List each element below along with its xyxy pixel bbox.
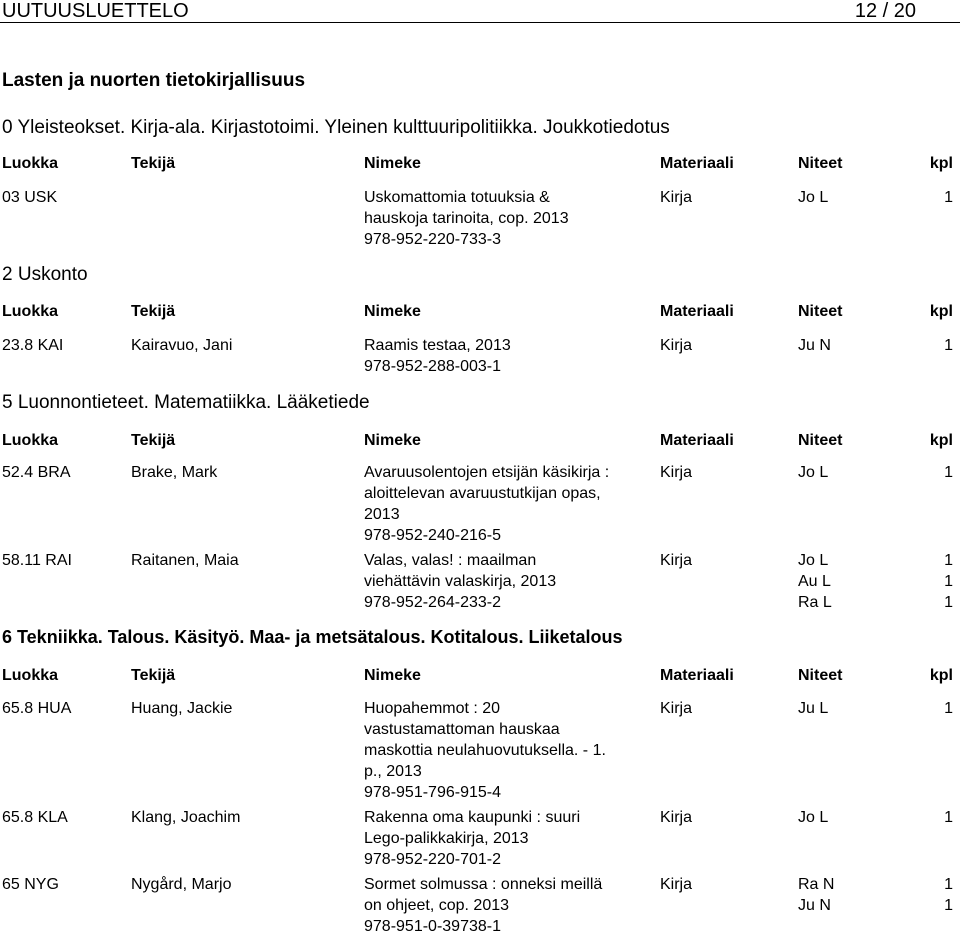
title-line: on ohjeet, cop. 2013 bbox=[364, 897, 510, 914]
title-line: Rakenna oma kaupunki : suuri bbox=[364, 809, 581, 826]
main-title: Lasten ja nuorten tietokirjallisuus bbox=[2, 70, 306, 91]
cell-tekija: Huang, Jackie bbox=[131, 700, 233, 717]
title-line: hauskoja tarinoita, cop. 2013 bbox=[364, 210, 569, 227]
kpl-line: 1 bbox=[944, 552, 953, 569]
col-header-nimeke: Nimeke bbox=[364, 155, 421, 172]
niteet-line: Jo L bbox=[798, 809, 829, 826]
kpl-line: 1 bbox=[944, 594, 953, 611]
niteet-line: Jo L bbox=[798, 464, 829, 481]
cell-niteet bbox=[798, 335, 831, 356]
col-header-luokka: Luokka bbox=[2, 432, 59, 449]
section-heading: 6 Tekniikka. Talous. Käsityö. Maa- ja metsätalous. Kotitalous. Liiketalous bbox=[2, 627, 623, 647]
title-line: Raamis testaa, 2013 bbox=[364, 337, 511, 354]
title-line: Uskomattomia totuuksia & bbox=[364, 189, 550, 206]
col-header-tekija: Tekijä bbox=[131, 155, 176, 172]
cell-luokka: 03 USK bbox=[2, 189, 58, 206]
title-line: Sormet solmussa : onneksi meillä bbox=[364, 876, 603, 893]
niteet-line: Ju L bbox=[798, 700, 829, 717]
page-header bbox=[0, 0, 960, 22]
cell-materiaali: Kirja bbox=[660, 464, 693, 481]
title-line: Lego-palikkakirja, 2013 bbox=[364, 830, 529, 847]
cell-kpl bbox=[944, 462, 953, 483]
col-header-tekija: Tekijä bbox=[131, 303, 176, 320]
document-title: UUTUUSLUETTELO bbox=[2, 0, 189, 22]
cell-nimeke bbox=[364, 874, 602, 937]
cell-luokka: 23.8 KAI bbox=[2, 337, 64, 354]
col-header-kpl: kpl bbox=[929, 667, 953, 684]
section-heading: 2 Uskonto bbox=[2, 264, 88, 285]
cell-nimeke bbox=[364, 335, 511, 377]
cell-luokka: 65.8 HUA bbox=[2, 700, 72, 717]
niteet-line: Ra N bbox=[798, 876, 835, 893]
kpl-line: 1 bbox=[944, 897, 953, 914]
kpl-line: 1 bbox=[944, 876, 953, 893]
cell-materiaali: Kirja bbox=[660, 337, 693, 354]
title-line: viehättävin valaskirja, 2013 bbox=[364, 573, 557, 590]
col-header-materiaali: Materiaali bbox=[660, 155, 734, 172]
cell-nimeke bbox=[364, 550, 556, 613]
cell-niteet bbox=[798, 462, 828, 483]
isbn-line: 978-952-220-701-2 bbox=[364, 851, 501, 868]
cell-luokka: 58.11 RAI bbox=[2, 552, 72, 569]
cell-tekija: Nygård, Marjo bbox=[131, 876, 232, 893]
cell-kpl bbox=[944, 550, 953, 613]
cell-nimeke bbox=[364, 698, 606, 803]
col-header-tekija: Tekijä bbox=[131, 432, 176, 449]
col-header-kpl: kpl bbox=[929, 155, 953, 172]
section-heading: 0 Yleisteokset. Kirja-ala. Kirjastotoimi. Yleinen kulttuuripolitiikka. Joukkotiedotus bbox=[2, 117, 670, 138]
col-header-luokka: Luokka bbox=[2, 303, 59, 320]
kpl-line: 1 bbox=[944, 700, 953, 717]
col-header-materiaali: Materiaali bbox=[660, 432, 734, 449]
isbn-line: 978-952-220-733-3 bbox=[364, 231, 501, 248]
isbn-line: 978-951-0-39738-1 bbox=[364, 918, 501, 935]
cell-materiaali: Kirja bbox=[660, 700, 693, 717]
col-header-nimeke: Nimeke bbox=[364, 303, 421, 320]
cell-tekija: Raitanen, Maia bbox=[131, 552, 239, 569]
title-line: Valas, valas! : maailman bbox=[364, 552, 537, 569]
isbn-line: 978-951-796-915-4 bbox=[364, 784, 501, 801]
col-header-nimeke: Nimeke bbox=[364, 667, 421, 684]
cell-tekija: Brake, Mark bbox=[131, 464, 218, 481]
kpl-line: 1 bbox=[944, 189, 953, 206]
isbn-line: 978-952-288-003-1 bbox=[364, 358, 501, 375]
cell-kpl bbox=[944, 335, 953, 356]
col-header-tekija: Tekijä bbox=[131, 667, 176, 684]
cell-materiaali: Kirja bbox=[660, 189, 693, 206]
title-line: maskottia neulahuovutuksella. - 1. bbox=[364, 742, 606, 759]
niteet-line: Au L bbox=[798, 573, 831, 590]
cell-niteet bbox=[798, 187, 828, 208]
col-header-niteet: Niteet bbox=[798, 155, 843, 172]
col-header-niteet: Niteet bbox=[798, 303, 843, 320]
cell-kpl bbox=[944, 874, 953, 916]
cell-luokka: 65.8 KLA bbox=[2, 809, 68, 826]
col-header-kpl: kpl bbox=[929, 303, 953, 320]
section-heading: 5 Luonnontieteet. Matematiikka. Lääketiede bbox=[2, 392, 370, 413]
cell-luokka: 65 NYG bbox=[2, 876, 59, 893]
cell-tekija: Klang, Joachim bbox=[131, 809, 241, 826]
col-header-nimeke: Nimeke bbox=[364, 432, 421, 449]
kpl-line: 1 bbox=[944, 809, 953, 826]
title-line: p., 2013 bbox=[364, 763, 422, 780]
cell-niteet bbox=[798, 874, 834, 916]
kpl-line: 1 bbox=[944, 464, 953, 481]
col-header-materiaali: Materiaali bbox=[660, 303, 734, 320]
title-line: 2013 bbox=[364, 506, 400, 523]
cell-kpl bbox=[944, 187, 953, 208]
col-header-niteet: Niteet bbox=[798, 432, 843, 449]
col-header-luokka: Luokka bbox=[2, 667, 59, 684]
isbn-line: 978-952-264-233-2 bbox=[364, 594, 501, 611]
cell-tekija: Kairavuo, Jani bbox=[131, 337, 233, 354]
niteet-line: Jo L bbox=[798, 552, 829, 569]
title-line: Huopahemmot : 20 bbox=[364, 700, 501, 717]
col-header-kpl: kpl bbox=[929, 432, 953, 449]
title-line: aloittelevan avaruustutkijan opas, bbox=[364, 485, 601, 502]
niteet-line: Ju N bbox=[798, 337, 831, 354]
header-divider bbox=[0, 22, 960, 23]
col-header-materiaali: Materiaali bbox=[660, 667, 734, 684]
cell-materiaali: Kirja bbox=[660, 876, 693, 893]
niteet-line: Ju N bbox=[798, 897, 831, 914]
cell-nimeke bbox=[364, 187, 569, 250]
kpl-line: 1 bbox=[944, 337, 953, 354]
cell-niteet bbox=[798, 698, 828, 719]
cell-niteet bbox=[798, 807, 828, 828]
cell-nimeke bbox=[364, 462, 609, 546]
niteet-line: Jo L bbox=[798, 189, 829, 206]
cell-nimeke bbox=[364, 807, 580, 870]
page-number: 12 / 20 bbox=[854, 0, 916, 22]
col-header-niteet: Niteet bbox=[798, 667, 843, 684]
title-line: vastustamattoman hauskaa bbox=[364, 721, 560, 738]
kpl-line: 1 bbox=[944, 573, 953, 590]
cell-niteet bbox=[798, 550, 832, 613]
niteet-line: Ra L bbox=[798, 594, 832, 611]
col-header-luokka: Luokka bbox=[2, 155, 59, 172]
cell-luokka: 52.4 BRA bbox=[2, 464, 71, 481]
title-line: Avaruusolentojen etsijän käsikirja : bbox=[364, 464, 610, 481]
cell-materiaali: Kirja bbox=[660, 809, 693, 826]
cell-kpl bbox=[944, 807, 953, 828]
isbn-line: 978-952-240-216-5 bbox=[364, 527, 501, 544]
cell-materiaali: Kirja bbox=[660, 552, 693, 569]
cell-kpl bbox=[944, 698, 953, 719]
